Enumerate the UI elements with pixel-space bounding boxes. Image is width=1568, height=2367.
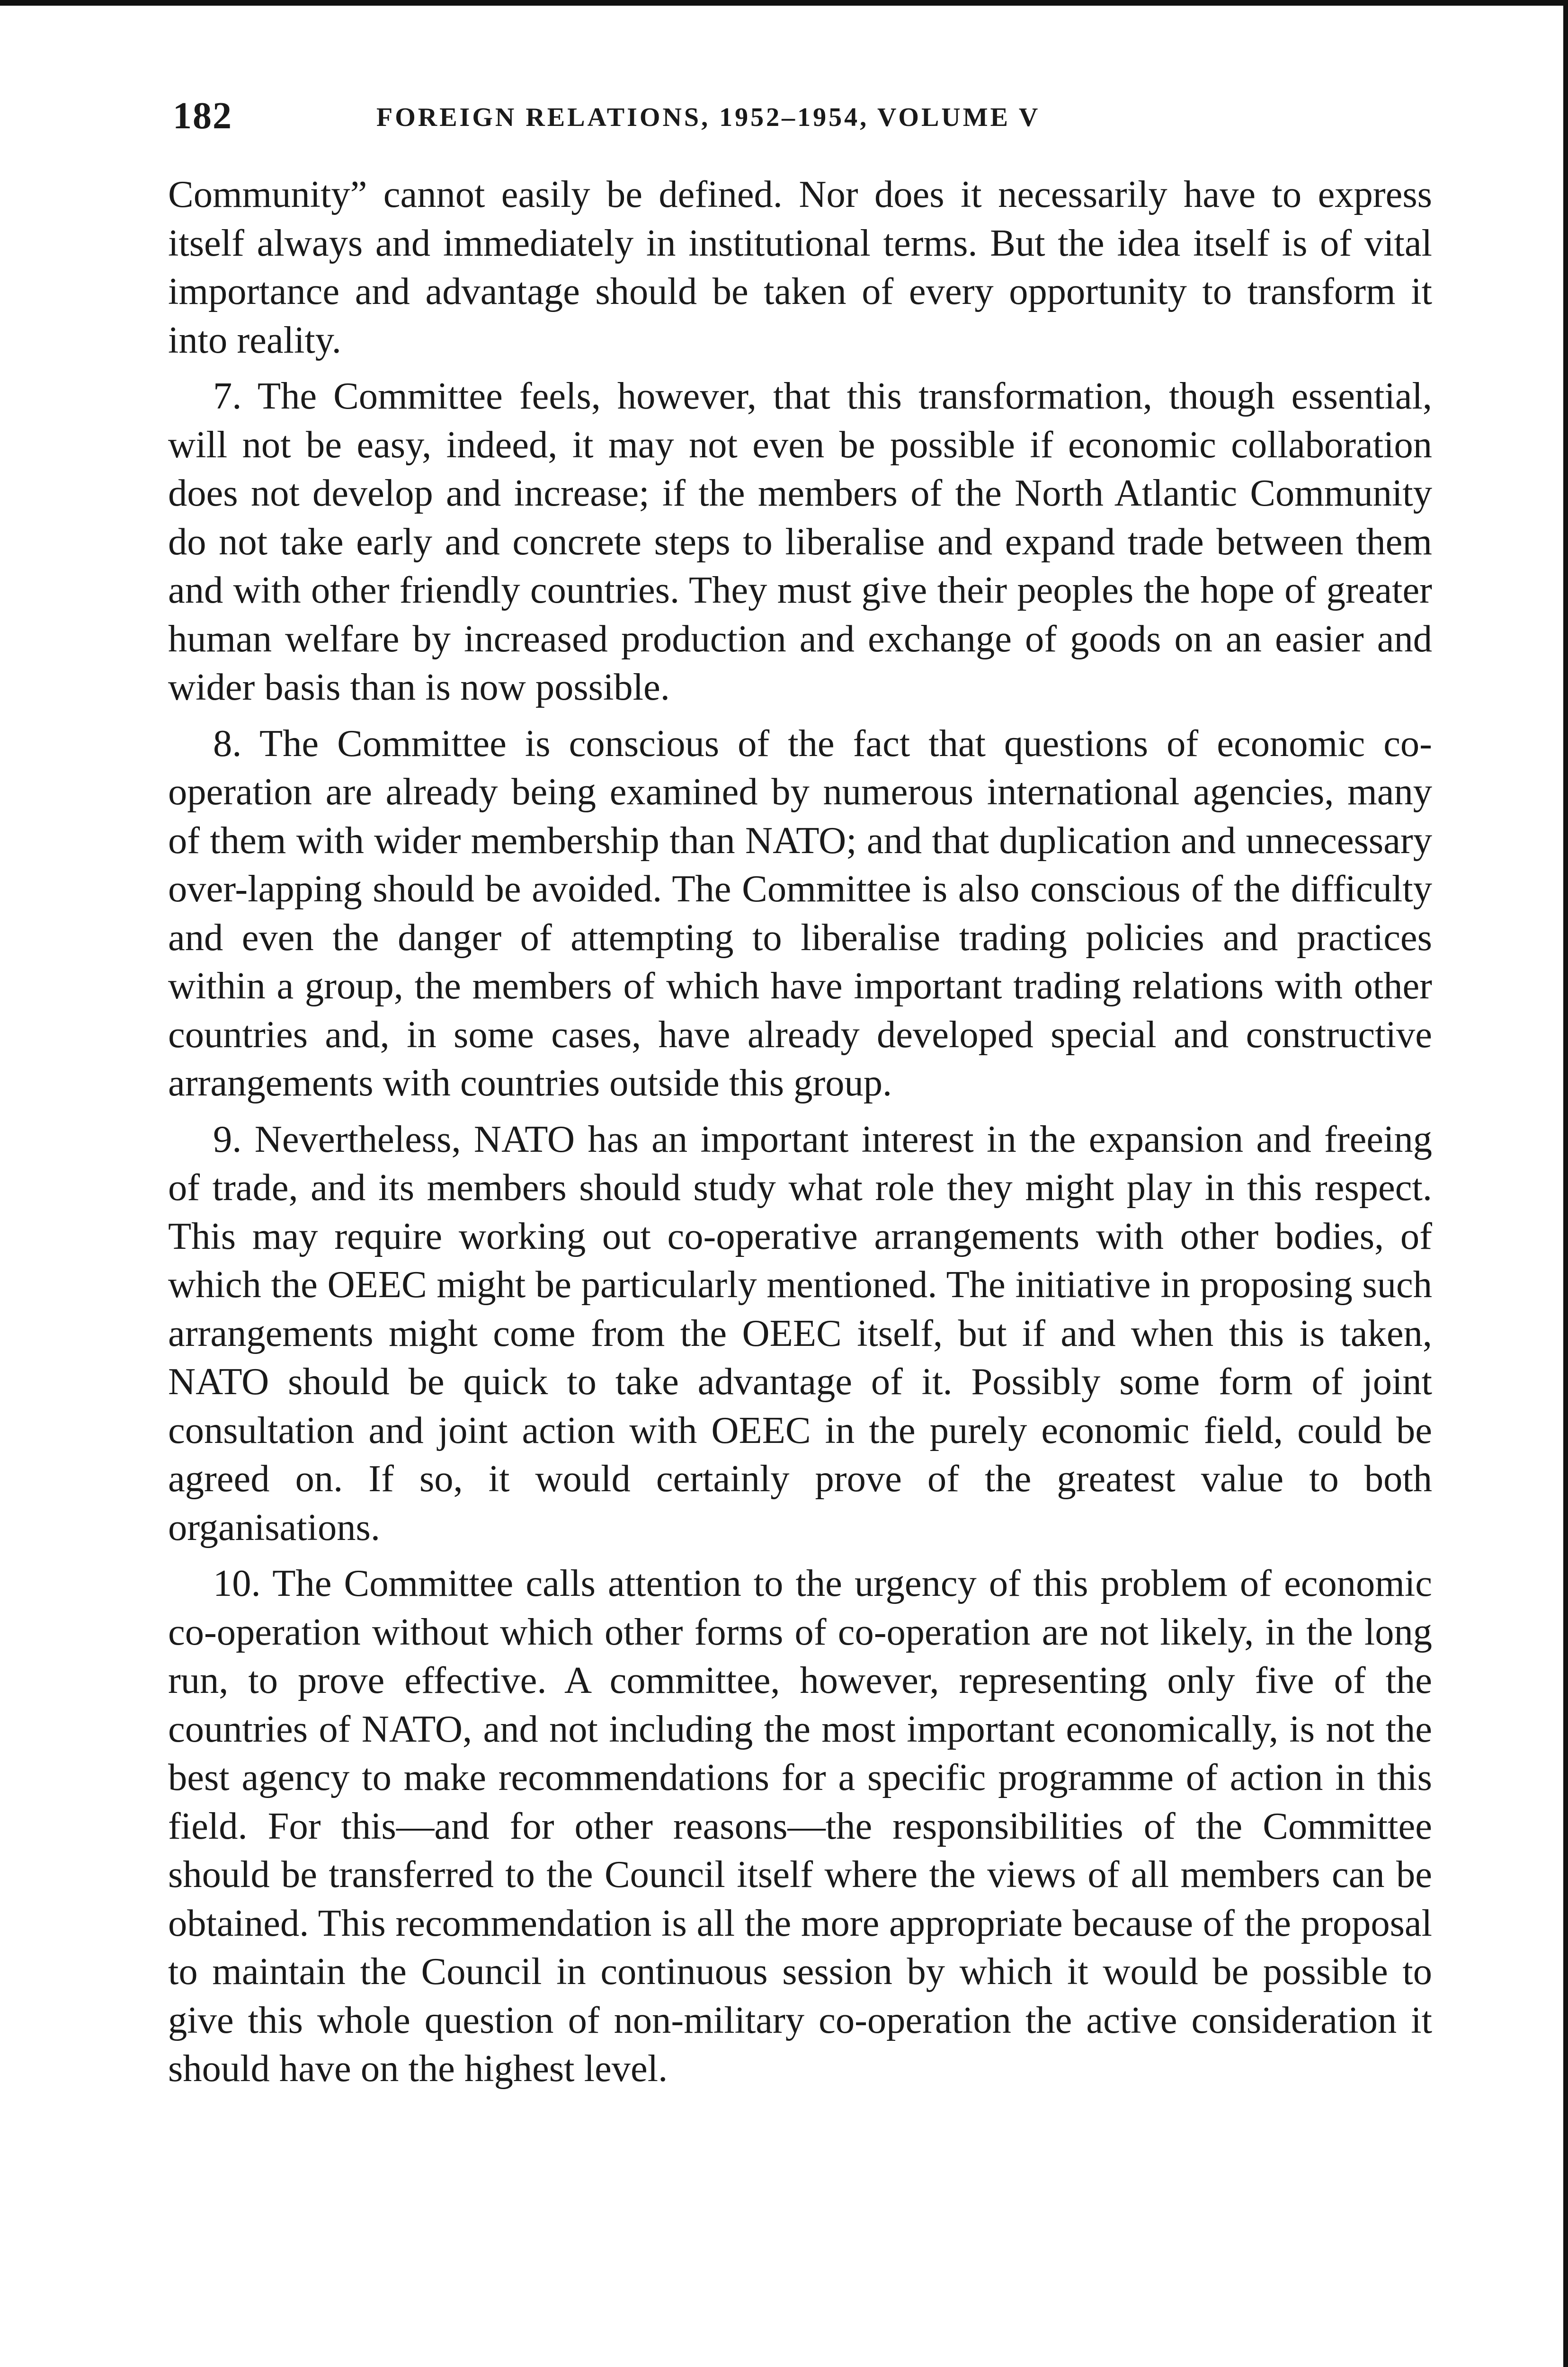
paragraph-10: 10. The Committee calls attention to the urgency of this problem of economic co-operation without which other forms of co-operation are not likely, in the long run, to prove effective. A committee, however, representing only five of the countries of NATO, and not including the most important economically, is not the best agency to make recommendations for a specific programme of action in this field. For this—and for other reasons—the responsibilities of the Committee should be transferred to the Council itself where the views of all members can be obtained. This recommendation is all the more appropriate because of the proposal to maintain the Council in continuous session by which it would be possible to give this whole question of non-military co-operation the active consideration it should have on the highest level. [168,1562,1432,2090]
body-text [168,170,1432,2101]
page-number: 182 [173,95,232,137]
running-title: FOREIGN RELATIONS, 1952–1954, VOLUME V [376,103,1041,132]
scan-edge-top [0,0,1568,6]
paragraph-8: 8. The Committee is conscious of the fact that questions of economic co-operation are already being examined by numerous international agencies, many of them with wider membership than NATO; and that duplication and unnecessary over-lapping should be avoided. The Committee is also conscious of the difficulty and even the danger of attempting to liberalise trading policies and practices within a group, the members of which have important trading relations with other countries and, in some cases, have already developed special and constructive arrangements with countries outside this group. [168,722,1432,1104]
paragraph-7: 7. The Committee feels, however, that this transformation, though essential, will not be easy, indeed, it may not even be possible if economic collaboration does not develop and increase; if the members of the North Atlantic Community do not take early and concrete steps to liberalise and expand trade between them and with other friendly countries. They must give their peoples the hope of greater human welfare by increased production and exchange of goods on an easier and wider basis than is now possible. [168,375,1432,708]
scan-edge-right [1563,0,1568,2367]
paragraph-continuation: Community” cannot easily be defined. Nor does it necessarily have to express itself always and immediately in institutional terms. But the idea itself is of vital importance and advantage should be taken of every opportunity to transform it into reality. [168,173,1432,361]
running-header [173,90,1430,142]
paragraph-9: 9. Nevertheless, NATO has an important interest in the expansion and freeing of trade, and its members should study what role they might play in this respect. This may require working out co-operative arrangements with other bodies, of which the OEEC might be particularly mentioned. The initiative in proposing such arrangements might come from the OEEC itself, but if and when this is taken, NATO should be quick to take advantage of it. Possibly some form of joint consultation and joint action with OEEC in the purely economic field, could be agreed on. If so, it would certainly prove of the greatest value to both organisations. [168,1118,1432,1548]
